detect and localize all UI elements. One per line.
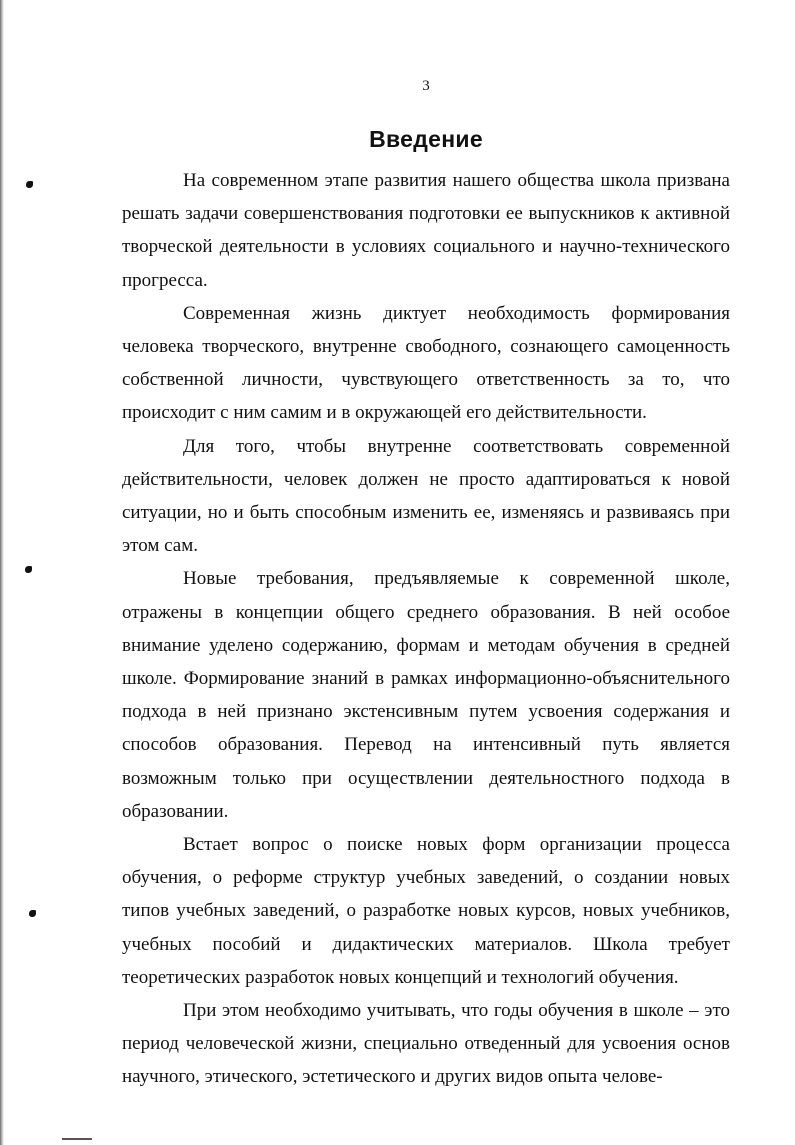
scan-edge [0,0,4,1145]
paragraph-6: При этом необходимо учитывать, что годы обучения в школе – это период человеческой жизни, специально отведенный для усвоения основ научного, этического, эстетического и других видов опыта челове- [122,1000,730,1088]
body-text [122,164,730,1094]
paragraph-1: На современном этапе развития нашего общества школа призвана решать задачи совершенствования подготовки ее выпускников к активной творческой деятельности в условиях социального и научно-технического прогресса. [122,170,730,291]
bottom-rule [62,1138,92,1140]
binding-hole-mark [29,910,36,917]
page-number: 3 [422,78,430,94]
paragraph-2: Современная жизнь диктует необходимость формирования человека творческого, внутренне свободного, сознающего самоценность собственной личности, чувствующего ответственность за то, что происходит с ним самим и в окружающей его действительности. [122,302,730,424]
paragraph-5: Встает вопрос о поиске новых форм организации процесса обучения, о реформе структур учебных заведений, о создании новых типов учебных заведений, о разработке новых курсов, новых учебников, учебных пособий и дидактических материалов. Школа требует теоретических разработок новых концепций и технологий обучения. [122,834,730,988]
paragraph-3: Для того, чтобы внутренне соответствовать современной действительности, человек должен не просто адаптироваться к новой ситуации, но и быть способным изменить ее, изменяясь и развиваясь при этом сам. [122,435,730,557]
paragraph-4: Новые требования, предъявляемые к современной школе, отражены в концепции общего среднего образования. В ней особое внимание уделено содержанию, формам и методам обучения в средней школе. Формирование знаний в рамках информационно-объяснительного подхода в ней признано экстенсивным путем усвоения содержания и способов образования. Перевод на интенсивный путь является возможным только при осуществлении деятельностного подхода в образовании. [122,568,730,822]
binding-hole-mark [25,566,32,573]
binding-hole-mark [26,181,33,188]
section-title: Введение [369,126,483,152]
